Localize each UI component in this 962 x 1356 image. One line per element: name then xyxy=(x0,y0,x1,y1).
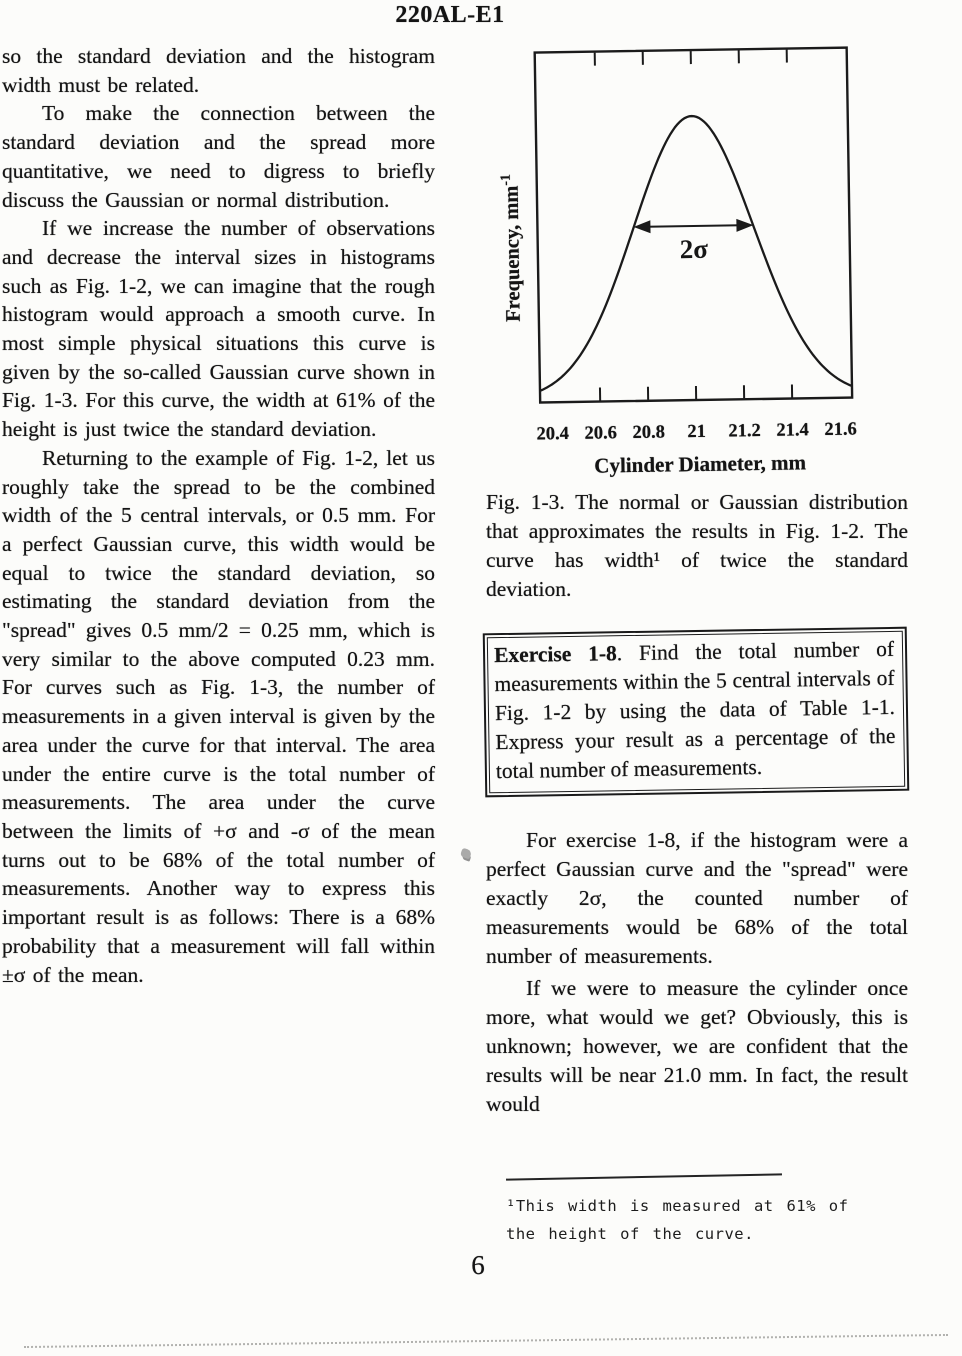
page-number: 6 xyxy=(471,1250,485,1280)
two-sigma-label: 2σ xyxy=(679,233,709,265)
paragraph: To make the connection between the standard deviation and the spread more quantitative, we need to digress to briefly discuss the Gaussian or normal distribution. xyxy=(2,101,435,212)
left-text-column xyxy=(2,42,435,989)
x-axis-title: Cylinder Diameter, mm xyxy=(594,450,807,478)
right-column xyxy=(484,36,910,1146)
two-sigma-annotation xyxy=(633,219,754,265)
paragraph: If we were to measure the cylinder once more, what would we get? Obviously, this is unknown; however, we are confident that the results will be near 21.0 mm. In fact, the result would xyxy=(486,976,908,1116)
page-header-code: 220AL-E1 xyxy=(395,2,505,28)
paragraph: If we increase the number of observations and decrease the interval sizes in histograms such as Fig. 1-2, we can imagine that the rough histogram would approach a smooth curve. In most simple physical situations this curve is given by the so-called Gaussian curve shown in Fig. 1-3. For this curve, the width at 61% of the height is just twice the standard deviation. xyxy=(2,216,435,442)
exercise-label: Exercise 1-8 xyxy=(493,641,618,668)
paragraph: Returning to the example of Fig. 1-2, let us roughly take the spread to be the combined width of the 5 central intervals, or 0.5 mm. For a perfect Gaussian curve, this width would be equal to twice the standard deviation, so estimating the standard deviation from the "spread" gives 0.5 mm/2 = 0.25 mm, which is very similar to the above computed 0.23 mm. For curves such as Fig. 1-3, the number of measurements in a given interval is given by the area under the curve for that interval. The area under the entire curve is the total number of measurements. The area under the curve between the limits of +σ and -σ of the mean turns out to be 68% of the total number of measurements. Another way to express this important result is as follows: There is a 68% probability that a measurement will fall within ±σ of the mean. xyxy=(2,445,435,987)
figure-1-3-gaussian-plot xyxy=(480,33,913,492)
x-tick-label: 21.6 xyxy=(824,419,857,441)
paragraph: For exercise 1-8, if the histogram were a perfect Gaussian curve and the "spread" were exactly 2σ, the counted number of measurements would be 68% of the total number of measurements. xyxy=(486,828,908,968)
x-axis-tick-labels xyxy=(486,415,912,450)
x-tick-label: 20.6 xyxy=(584,423,618,444)
y-axis-label-text: Frequency, mm xyxy=(500,185,525,323)
y-axis-exponent: -1 xyxy=(498,173,514,186)
paragraph: so the standard deviation and the histogram width must be related. xyxy=(2,44,435,97)
x-tick-label: 21.4 xyxy=(776,420,810,441)
y-axis-label xyxy=(490,98,525,398)
exercise-box xyxy=(483,627,910,798)
scan-edge-artifact xyxy=(24,1334,948,1348)
two-sigma-arrow-line xyxy=(646,225,740,226)
footnote-divider xyxy=(506,1173,782,1180)
x-tick-label: 20.4 xyxy=(536,424,570,445)
exercise-text: . Find the total number of measurements within the 5 central intervals of Fig. 1-2 by using the data of Table 1-1. Express your result as a percentage of the total number of measurements. xyxy=(494,636,896,784)
gaussian-curve-canvas xyxy=(533,42,857,409)
x-tick-label: 20.8 xyxy=(632,422,666,444)
ink-speck-artifact xyxy=(460,848,472,860)
figure-caption: Fig. 1-3. The normal or Gaussian distribution that approximates the results in Fig. 1-2. The curve has width¹ of twice the standard deviation. xyxy=(486,490,908,601)
exercise-box-inner xyxy=(487,631,905,794)
footnote-text: ¹This width is measured at 61% of the height of the curve. xyxy=(506,1197,849,1243)
x-tick-label: 21.2 xyxy=(728,421,762,442)
x-tick-label: 21 xyxy=(687,421,707,443)
